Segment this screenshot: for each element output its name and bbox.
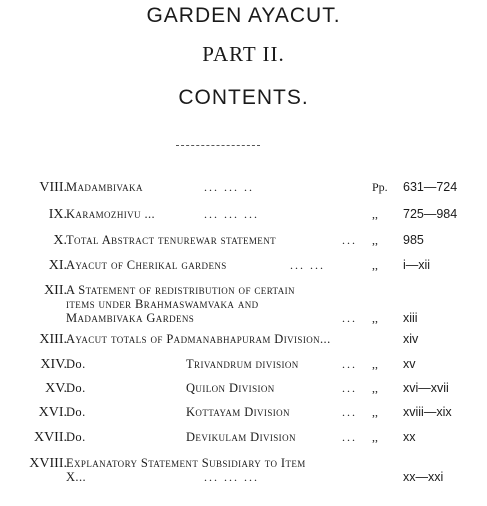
entry-title: Madambivaka [66,180,143,194]
ditto-mark: ,, [372,258,378,272]
entry-title [66,381,386,395]
entry-title: Ayacut of Cherikal gardens [66,258,227,272]
entry-number: XII. [44,283,67,298]
entry-number: XIV. [40,357,67,372]
ditto-mark: ,, [372,207,378,221]
ditto-mark: ,, [372,357,378,371]
ditto-mark: ,, [372,430,378,444]
leader-dots: ... [342,405,357,419]
entry-number: XV. [45,381,67,396]
ditto-mark: ,, [372,311,378,325]
entry-title: Karamozhivu ... [66,207,156,221]
leader-dots: ... [342,381,357,395]
page-range: xx [403,430,416,444]
book-title: GARDEN AYACUT. [146,4,341,27]
entry-number: XIII. [39,332,67,347]
leader-dots: ... ... ... [204,207,259,221]
page-abbrev: Pp. [372,180,388,194]
entry-title-text: Kottayam Division [186,405,290,419]
entry-title-text: Devikulam Division [186,430,296,444]
entry-title [66,357,386,371]
page-range: xvi—xvii [403,381,449,395]
contents-heading: CONTENTS. [178,86,309,109]
entry-title-text: Trivandrum division [186,357,299,371]
page-range: i—xii [403,258,431,272]
page-range: 725—984 [403,207,458,221]
entry-number: X. [53,233,67,248]
entry-title: A Statement of redistribution of certain items under Brahmaswamvaka and Madambivaka Gardens [66,283,295,325]
entry-number: XVI. [38,405,67,420]
ditto-prefix: Do. [66,381,86,395]
ditto-mark: ,, [372,233,378,247]
entry-title [66,430,386,444]
leader-dots: ... [342,357,357,371]
entry-number: VIII. [39,180,67,195]
entry-number: XVIII. [29,456,67,471]
leader-dots: ... ... .. [204,180,254,194]
page-range: 631—724 [403,180,458,194]
leader-dots: ... [342,233,357,247]
page-range: xiv [403,332,419,346]
entry-title: Total Abstract tenurewar statement [66,233,277,247]
ditto-prefix: Do. [66,357,86,371]
entry-title: Explanatory Statement Subsidiary to Item X... [66,456,306,484]
leader-dots: ... [342,311,357,325]
ditto-mark: ,, [372,405,378,419]
leader-dots: ... [342,430,357,444]
leader-dots: ... ... [290,258,325,272]
leader-dots: ... ... ... [204,470,259,484]
ditto-mark: ,, [372,381,378,395]
page-range: xviii—xix [403,405,452,419]
entry-number: XVII. [33,430,67,445]
ditto-prefix: Do. [66,430,86,444]
entry-number: IX. [48,207,67,222]
page-range: xiii [403,311,418,325]
entry-title-text: Quilon Division [186,381,275,395]
divider-rule [176,145,260,146]
page-range: xv [403,357,416,371]
page-range: 985 [403,233,424,247]
entry-title [66,405,386,419]
entry-number: XI. [48,258,67,273]
ditto-prefix: Do. [66,405,86,419]
page-range: xx—xxi [403,470,444,484]
entry-title: Ayacut totals of Padmanabhapuram Division... [66,332,331,346]
part-heading: PART II. [202,42,285,66]
